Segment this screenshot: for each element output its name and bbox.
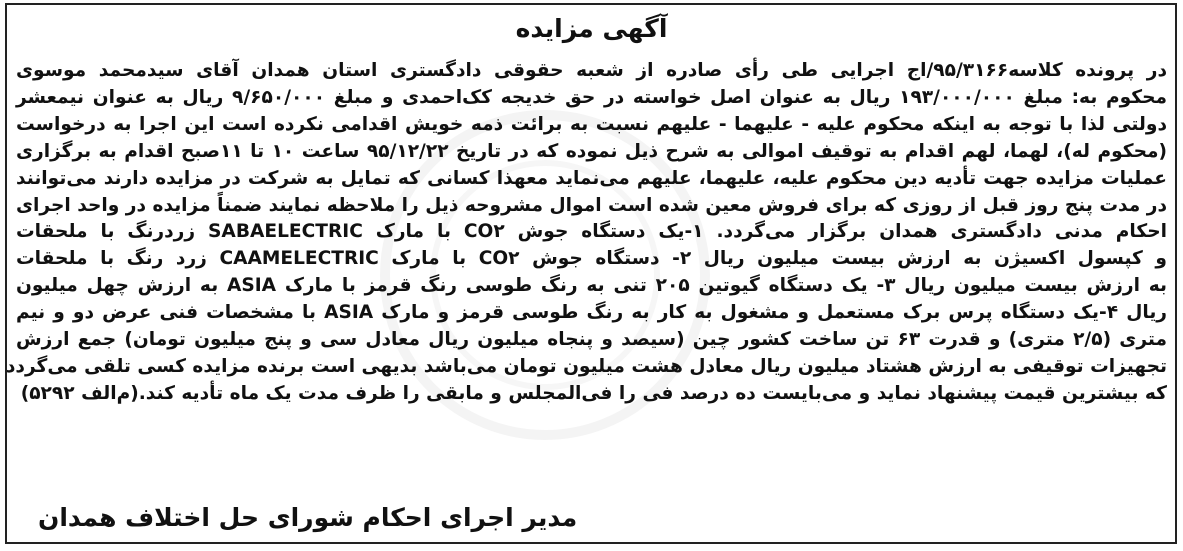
- notice-line: متری (۲/۵ متری) و قدرت ۶۳ تن ساخت کشور چین (سیصد و پنجاه میلیون ریال معادل سی و پنج میلیون تومان) جمع ارزش: [16, 329, 1167, 351]
- notice-line: در مدت پنج روز قبل از روزی که برای فروش معین شده است اموال مشروحه ذیل را ملاحظه نمایند ضمناً مزایده در واحد اجرای: [15, 194, 1167, 216]
- notice-title: آگهی مزایده: [515, 14, 668, 43]
- notice-line: به ارزش بیست میلیون ریال ۳- یک دستگاه گیوتین ۲۰۵ تنی به رنگ طوسی رنگ قرمز با مارک ASIA به ارزش چهل میلیون: [16, 275, 1168, 297]
- notice-line: محکوم به: مبلغ ۱۹۳/۰۰۰/۰۰۰ ریال به عنوان اصل خواسته در حق خدیجه کک‌احمدی و مبلغ ۹/۶۵۰/۰۰۰ ریال به عنوان نیمعشر: [16, 86, 1168, 108]
- notice-line: در پرونده کلاسه۹۵/۳۱۶۶/اج اجرایی طی رأی صادره از شعبه حقوقی دادگستری استان همدان آقای سیدمحمد موسوی: [16, 60, 1167, 81]
- notice-line: که بیشترین قیمت پیشنهاد نماید و می‌بایست ده درصد فی را فی‌المجلس و مابقی را ظرف مدت یک ماه تأدیه کند.(م‌الف ۵۲۹۲): [20, 382, 1167, 404]
- notice-line: ریال ۴-یک دستگاه پرس برک مستعمل و مشغول به کار به رنگ طوسی قرمز و مارک ASIA با مشخصات فنی عرض دو و نیم: [16, 302, 1168, 324]
- notice-line: احکام مدنی دادگستری همدان برگزار می‌گردد. ۱-یک دستگاه جوش CO۲ با مارک SABAELECTRIC زردرنگ با ملحقات: [16, 221, 1167, 243]
- notice-body: [5, 58, 1168, 408]
- notice-line: دولتی لذا با توجه به اینکه محکوم علیه - علیهما - علیهم نسبت به برائت ذمه خویش اقدامی نکرده است این اجرا به درخواست: [16, 113, 1167, 135]
- notice-signature: مدیر اجرای احکام شورای حل اختلاف همدان: [38, 503, 578, 532]
- notice-line: (محکوم له)، لهما، لهم اقدام به توقیف اموالی به شرح ذیل نموده که در تاریخ ۹۵/۱۲/۲۲ ساعت ۱۰ تا ۱۱صبح اقدام به برگزاری: [16, 140, 1167, 162]
- notice-line: عملیات مزایده جهت تأدیه دین محکوم علیه، علیهما، علیهم می‌نماید معهذا کسانی که تمایل به شرکت در مزایده دارند می‌توانند: [16, 167, 1167, 189]
- notice-line: تجهیزات توقیفی به ارزش هشتاد میلیون ریال معادل هشت میلیون تومان می‌باشد بدیهی است برنده مزایده کسی تلقی می‌گردد: [5, 355, 1167, 377]
- notice-line: و کپسول اکسیژن به ارزش بیست میلیون ریال ۲- دستگاه جوش CO۲ با مارک CAAMELECTRIC زرد رنگ با ملحقات: [16, 248, 1167, 270]
